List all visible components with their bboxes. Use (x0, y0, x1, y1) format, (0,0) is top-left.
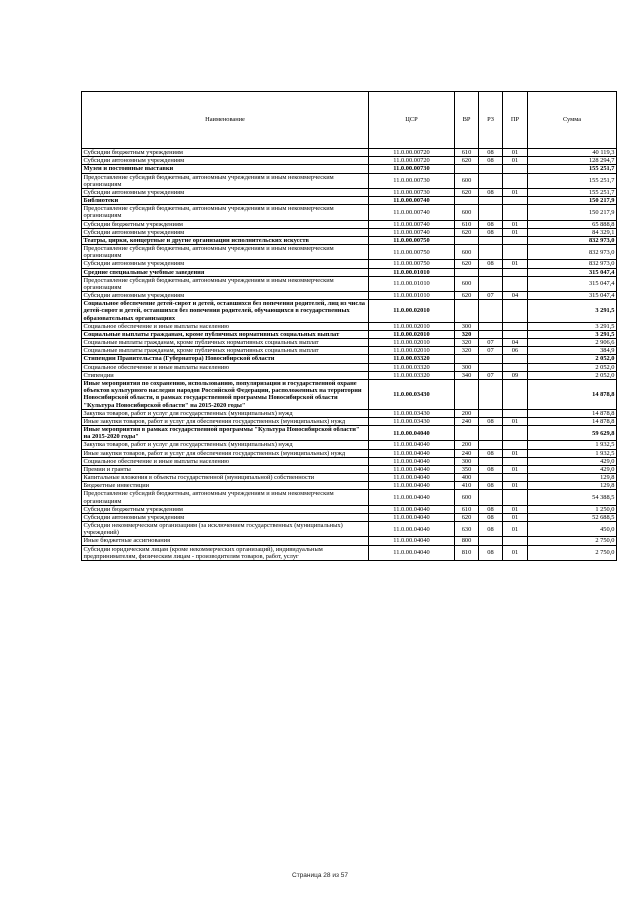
table-row (82, 355, 617, 363)
cell-rz (479, 268, 503, 276)
cell-sum: 2 750,0 (528, 545, 617, 560)
cell-pr (503, 474, 528, 482)
cell-rz (479, 300, 503, 323)
cell-pr (503, 490, 528, 505)
table-row (82, 545, 617, 560)
cell-csr: 11.0.00.00740 (369, 197, 455, 205)
cell-name: Средние специальные учебные заведения (82, 268, 369, 276)
cell-vr (455, 236, 479, 244)
cell-vr: 340 (455, 371, 479, 379)
table-row (82, 417, 617, 425)
cell-sum: 54 388,5 (528, 490, 617, 505)
cell-pr: 01 (503, 465, 528, 473)
cell-csr: 11.0.00.01010 (369, 268, 455, 276)
cell-name: Иные мероприятия по сохранению, использованию, популяризации и государственной охране объектов культурного наследия народов Российской Федерации, расположенных на территории Новосибирской области, в рамках государственной программы Новосибирской области "Культура Новосибирской области" на 2015-2020 годы" (82, 379, 369, 409)
cell-vr: 620 (455, 228, 479, 236)
cell-vr (455, 197, 479, 205)
cell-pr (503, 276, 528, 291)
table-header-row (82, 92, 617, 149)
header-pr: ПР (503, 92, 528, 149)
table-row (82, 165, 617, 173)
cell-sum: 129,8 (528, 474, 617, 482)
cell-pr (503, 457, 528, 465)
cell-sum: 1 932,5 (528, 441, 617, 449)
cell-sum: 65 888,8 (528, 220, 617, 228)
cell-sum: 59 629,8 (528, 426, 617, 441)
cell-vr: 620 (455, 513, 479, 521)
cell-name: Предоставление субсидий бюджетным, автономным учреждениям и иным некоммерческим организациям (82, 490, 369, 505)
cell-vr: 200 (455, 441, 479, 449)
cell-rz: 07 (479, 371, 503, 379)
cell-rz: 07 (479, 292, 503, 300)
cell-vr: 240 (455, 449, 479, 457)
cell-pr: 01 (503, 260, 528, 268)
cell-csr: 11.0.00.03320 (369, 363, 455, 371)
cell-csr: 11.0.00.00730 (369, 188, 455, 196)
cell-name: Социальные выплаты гражданам, кроме публичных нормативных социальных выплат (82, 347, 369, 355)
table-row (82, 482, 617, 490)
table-row (82, 245, 617, 260)
cell-csr: 11.0.00.04040 (369, 545, 455, 560)
cell-sum: 155 251,7 (528, 165, 617, 173)
cell-sum: 52 688,5 (528, 513, 617, 521)
cell-name: Предоставление субсидий бюджетным, автономным учреждениям и иным некоммерческим организациям (82, 276, 369, 291)
cell-pr (503, 268, 528, 276)
cell-sum: 2 052,0 (528, 363, 617, 371)
cell-rz: 08 (479, 149, 503, 157)
cell-rz (479, 457, 503, 465)
cell-vr: 610 (455, 220, 479, 228)
cell-name: Закупка товаров, работ и услуг для государственных (муниципальных) нужд (82, 441, 369, 449)
cell-csr: 11.0.00.04040 (369, 537, 455, 545)
cell-csr: 11.0.00.03430 (369, 409, 455, 417)
cell-name: Субсидии бюджетным учреждениям (82, 220, 369, 228)
cell-csr: 11.0.00.00740 (369, 220, 455, 228)
cell-rz: 08 (479, 228, 503, 236)
cell-vr: 620 (455, 188, 479, 196)
cell-name: Стипендии Правительства (Губернатора) Новосибирской области (82, 355, 369, 363)
header-csr: ЦСР (369, 92, 455, 149)
cell-csr: 11.0.00.04040 (369, 449, 455, 457)
cell-vr (455, 355, 479, 363)
cell-rz (479, 330, 503, 338)
cell-name: Субсидии автономным учреждениям (82, 188, 369, 196)
cell-name: Социальное обеспечение детей-сирот и детей, оставшихся без попечения родителей, лиц из числа детей-сирот и детей, оставшихся без попечения родителей, обучающихся в государственных образовательных организациях (82, 300, 369, 323)
cell-pr: 01 (503, 220, 528, 228)
cell-pr: 06 (503, 347, 528, 355)
cell-pr (503, 205, 528, 220)
cell-csr: 11.0.00.04040 (369, 441, 455, 449)
cell-rz: 07 (479, 347, 503, 355)
cell-name: Иные мероприятия в рамках государственной программы "Культура Новосибирской области" на 2015-2020 годы" (82, 426, 369, 441)
cell-name: Премии и гранты (82, 465, 369, 473)
cell-csr: 11.0.00.03320 (369, 355, 455, 363)
cell-pr (503, 165, 528, 173)
cell-rz (479, 490, 503, 505)
cell-rz (479, 355, 503, 363)
table-row (82, 441, 617, 449)
cell-sum: 3 291,5 (528, 330, 617, 338)
cell-rz: 07 (479, 339, 503, 347)
cell-name: Закупка товаров, работ и услуг для государственных (муниципальных) нужд (82, 409, 369, 417)
cell-pr: 01 (503, 157, 528, 165)
cell-sum: 2 906,6 (528, 339, 617, 347)
header-sum: Сумма (528, 92, 617, 149)
cell-sum: 2 052,0 (528, 371, 617, 379)
table-row (82, 505, 617, 513)
cell-vr: 320 (455, 330, 479, 338)
table-row (82, 205, 617, 220)
cell-name: Субсидии автономным учреждениям (82, 228, 369, 236)
cell-rz (479, 165, 503, 173)
cell-vr (455, 165, 479, 173)
cell-sum: 315 047,4 (528, 292, 617, 300)
cell-csr: 11.0.00.04040 (369, 482, 455, 490)
cell-rz: 08 (479, 505, 503, 513)
cell-rz: 08 (479, 417, 503, 425)
cell-sum: 429,0 (528, 465, 617, 473)
header-vr: ВР (455, 92, 479, 149)
cell-rz: 08 (479, 522, 503, 537)
cell-rz (479, 426, 503, 441)
table-row (82, 339, 617, 347)
cell-sum: 14 878,8 (528, 409, 617, 417)
cell-name: Социальное обеспечение и иные выплаты населению (82, 457, 369, 465)
cell-csr: 11.0.00.04040 (369, 513, 455, 521)
cell-csr: 11.0.00.04040 (369, 457, 455, 465)
cell-sum: 129,8 (528, 482, 617, 490)
cell-name: Социальные выплаты гражданам, кроме публичных нормативных социальных выплат (82, 339, 369, 347)
cell-sum: 1 250,0 (528, 505, 617, 513)
cell-name: Субсидии автономным учреждениям (82, 292, 369, 300)
cell-csr: 11.0.00.03430 (369, 379, 455, 409)
cell-vr (455, 300, 479, 323)
cell-csr: 11.0.00.04040 (369, 474, 455, 482)
table-row (82, 149, 617, 157)
cell-csr: 11.0.00.00730 (369, 165, 455, 173)
table-row (82, 347, 617, 355)
cell-csr: 11.0.00.04040 (369, 505, 455, 513)
cell-vr (455, 426, 479, 441)
cell-vr: 620 (455, 157, 479, 165)
cell-rz (479, 379, 503, 409)
cell-sum: 832 973,0 (528, 260, 617, 268)
cell-pr (503, 441, 528, 449)
cell-vr: 630 (455, 522, 479, 537)
table-row (82, 371, 617, 379)
table-row (82, 537, 617, 545)
cell-csr: 11.0.00.02010 (369, 330, 455, 338)
cell-vr: 300 (455, 363, 479, 371)
budget-table (81, 91, 617, 561)
cell-csr: 11.0.00.04040 (369, 522, 455, 537)
table-row (82, 363, 617, 371)
cell-pr (503, 330, 528, 338)
table-row (82, 409, 617, 417)
cell-pr: 01 (503, 188, 528, 196)
cell-pr: 01 (503, 228, 528, 236)
cell-rz: 08 (479, 188, 503, 196)
table-row (82, 260, 617, 268)
cell-name: Предоставление субсидий бюджетным, автономным учреждениям и иным некоммерческим организациям (82, 173, 369, 188)
cell-csr: 11.0.00.00750 (369, 245, 455, 260)
cell-name: Музеи и постоянные выставки (82, 165, 369, 173)
cell-name: Субсидии автономным учреждениям (82, 157, 369, 165)
table-row (82, 220, 617, 228)
cell-name: Бюджетные инвестиции (82, 482, 369, 490)
cell-name: Субсидии юридическим лицам (кроме некоммерческих организаций), индивидуальным предпринимателям, физическим лицам - производителям товаров, работ, услуг (82, 545, 369, 560)
cell-rz (479, 409, 503, 417)
cell-pr (503, 197, 528, 205)
cell-vr: 400 (455, 474, 479, 482)
cell-pr: 09 (503, 371, 528, 379)
cell-vr: 600 (455, 490, 479, 505)
cell-name: Иные закупки товаров, работ и услуг для обеспечения государственных (муниципальных) нужд (82, 449, 369, 457)
cell-sum: 450,0 (528, 522, 617, 537)
cell-vr (455, 268, 479, 276)
cell-name: Субсидии автономным учреждениям (82, 513, 369, 521)
cell-pr: 01 (503, 417, 528, 425)
cell-sum: 315 047,4 (528, 276, 617, 291)
cell-pr (503, 379, 528, 409)
cell-csr: 11.0.00.00750 (369, 260, 455, 268)
cell-pr: 01 (503, 149, 528, 157)
cell-vr: 800 (455, 537, 479, 545)
cell-rz: 08 (479, 157, 503, 165)
cell-csr: 11.0.00.02010 (369, 300, 455, 323)
cell-vr: 810 (455, 545, 479, 560)
cell-name: Социальное обеспечение и иные выплаты населению (82, 363, 369, 371)
table-row (82, 513, 617, 521)
cell-csr: 11.0.00.04040 (369, 490, 455, 505)
cell-csr: 11.0.00.00740 (369, 228, 455, 236)
cell-rz: 08 (479, 449, 503, 457)
cell-pr: 01 (503, 482, 528, 490)
cell-rz: 08 (479, 482, 503, 490)
cell-csr: 11.0.00.01010 (369, 276, 455, 291)
cell-pr (503, 355, 528, 363)
cell-sum: 2 052,0 (528, 355, 617, 363)
cell-rz (479, 197, 503, 205)
cell-pr: 01 (503, 545, 528, 560)
cell-vr: 600 (455, 276, 479, 291)
cell-csr: 11.0.00.02010 (369, 322, 455, 330)
cell-rz (479, 245, 503, 260)
cell-sum: 155 251,7 (528, 173, 617, 188)
cell-vr: 320 (455, 339, 479, 347)
cell-csr: 11.0.00.02010 (369, 347, 455, 355)
table-row (82, 426, 617, 441)
cell-vr: 610 (455, 149, 479, 157)
cell-csr: 11.0.00.01010 (369, 292, 455, 300)
cell-sum: 128 294,7 (528, 157, 617, 165)
cell-vr: 350 (455, 465, 479, 473)
cell-pr (503, 236, 528, 244)
cell-pr (503, 409, 528, 417)
cell-vr (455, 379, 479, 409)
cell-pr (503, 173, 528, 188)
cell-name: Субсидии автономным учреждениям (82, 260, 369, 268)
cell-sum: 155 251,7 (528, 188, 617, 196)
cell-sum: 2 750,0 (528, 537, 617, 545)
cell-pr (503, 537, 528, 545)
cell-csr: 11.0.00.04040 (369, 426, 455, 441)
cell-rz: 08 (479, 260, 503, 268)
cell-sum: 429,0 (528, 457, 617, 465)
cell-pr: 04 (503, 339, 528, 347)
cell-sum: 832 973,0 (528, 245, 617, 260)
cell-sum: 84 329,1 (528, 228, 617, 236)
table-row (82, 322, 617, 330)
cell-vr: 300 (455, 457, 479, 465)
cell-pr: 01 (503, 522, 528, 537)
cell-vr: 200 (455, 409, 479, 417)
cell-csr: 11.0.00.00750 (369, 236, 455, 244)
cell-sum: 832 973,0 (528, 236, 617, 244)
cell-pr (503, 363, 528, 371)
table-row (82, 300, 617, 323)
cell-sum: 3 291,5 (528, 300, 617, 323)
cell-pr: 01 (503, 513, 528, 521)
cell-name: Театры, цирки, концертные и другие организации исполнительских искусств (82, 236, 369, 244)
table-row (82, 457, 617, 465)
table-row (82, 379, 617, 409)
cell-pr (503, 322, 528, 330)
cell-csr: 11.0.00.04040 (369, 465, 455, 473)
cell-sum: 3 291,5 (528, 322, 617, 330)
cell-sum: 150 217,9 (528, 197, 617, 205)
cell-name: Субсидии некоммерческим организациям (за исключением государственных (муниципальных) учреждений) (82, 522, 369, 537)
cell-rz (479, 322, 503, 330)
cell-rz: 08 (479, 513, 503, 521)
cell-rz (479, 441, 503, 449)
cell-pr: 01 (503, 449, 528, 457)
cell-sum: 150 217,9 (528, 205, 617, 220)
header-rz: РЗ (479, 92, 503, 149)
cell-name: Стипендии (82, 371, 369, 379)
cell-csr: 11.0.00.00720 (369, 157, 455, 165)
cell-vr: 620 (455, 260, 479, 268)
table-body (82, 149, 617, 561)
cell-name: Субсидии бюджетным учреждениям (82, 149, 369, 157)
cell-name: Социальные выплаты гражданам, кроме публичных нормативных социальных выплат (82, 330, 369, 338)
cell-sum: 40 119,3 (528, 149, 617, 157)
cell-rz (479, 537, 503, 545)
cell-csr: 11.0.00.00720 (369, 149, 455, 157)
cell-name: Иные бюджетные ассигнования (82, 537, 369, 545)
cell-rz (479, 276, 503, 291)
cell-vr: 600 (455, 205, 479, 220)
cell-rz (479, 363, 503, 371)
table-row (82, 330, 617, 338)
cell-sum: 315 047,4 (528, 268, 617, 276)
table-row (82, 268, 617, 276)
cell-csr: 11.0.00.03430 (369, 417, 455, 425)
table-row (82, 474, 617, 482)
cell-rz: 08 (479, 545, 503, 560)
cell-name: Иные закупки товаров, работ и услуг для обеспечения государственных (муниципальных) нужд (82, 417, 369, 425)
table-row (82, 188, 617, 196)
cell-name: Предоставление субсидий бюджетным, автономным учреждениям и иным некоммерческим организациям (82, 245, 369, 260)
cell-pr (503, 300, 528, 323)
table-row (82, 157, 617, 165)
table-row (82, 449, 617, 457)
cell-vr: 600 (455, 245, 479, 260)
cell-rz (479, 236, 503, 244)
cell-csr: 11.0.00.03320 (369, 371, 455, 379)
cell-vr: 620 (455, 292, 479, 300)
cell-name: Капитальные вложения в объекты государственной (муниципальной) собственности (82, 474, 369, 482)
cell-sum: 14 878,8 (528, 417, 617, 425)
table-row (82, 276, 617, 291)
page-number: Страница 28 из 57 (292, 872, 348, 879)
cell-rz (479, 205, 503, 220)
cell-sum: 1 932,5 (528, 449, 617, 457)
table-row (82, 236, 617, 244)
cell-csr: 11.0.00.00740 (369, 205, 455, 220)
cell-rz: 08 (479, 220, 503, 228)
table-row (82, 465, 617, 473)
header-name: Наименование (82, 92, 369, 149)
table-row (82, 292, 617, 300)
cell-rz (479, 474, 503, 482)
cell-rz: 08 (479, 465, 503, 473)
cell-vr: 240 (455, 417, 479, 425)
table-row (82, 228, 617, 236)
table-row (82, 173, 617, 188)
cell-pr: 01 (503, 505, 528, 513)
cell-vr: 410 (455, 482, 479, 490)
cell-name: Субсидии бюджетным учреждениям (82, 505, 369, 513)
cell-vr: 610 (455, 505, 479, 513)
cell-pr (503, 245, 528, 260)
cell-sum: 14 878,8 (528, 379, 617, 409)
cell-csr: 11.0.00.02010 (369, 339, 455, 347)
cell-vr: 300 (455, 322, 479, 330)
cell-vr: 600 (455, 173, 479, 188)
table-row (82, 490, 617, 505)
cell-vr: 320 (455, 347, 479, 355)
cell-rz (479, 173, 503, 188)
cell-sum: 384,9 (528, 347, 617, 355)
cell-name: Предоставление субсидий бюджетным, автономным учреждениям и иным некоммерческим организациям (82, 205, 369, 220)
cell-csr: 11.0.00.00730 (369, 173, 455, 188)
cell-name: Социальное обеспечение и иные выплаты населению (82, 322, 369, 330)
table-row (82, 197, 617, 205)
cell-pr: 04 (503, 292, 528, 300)
cell-pr (503, 426, 528, 441)
cell-name: Библиотеки (82, 197, 369, 205)
table-row (82, 522, 617, 537)
